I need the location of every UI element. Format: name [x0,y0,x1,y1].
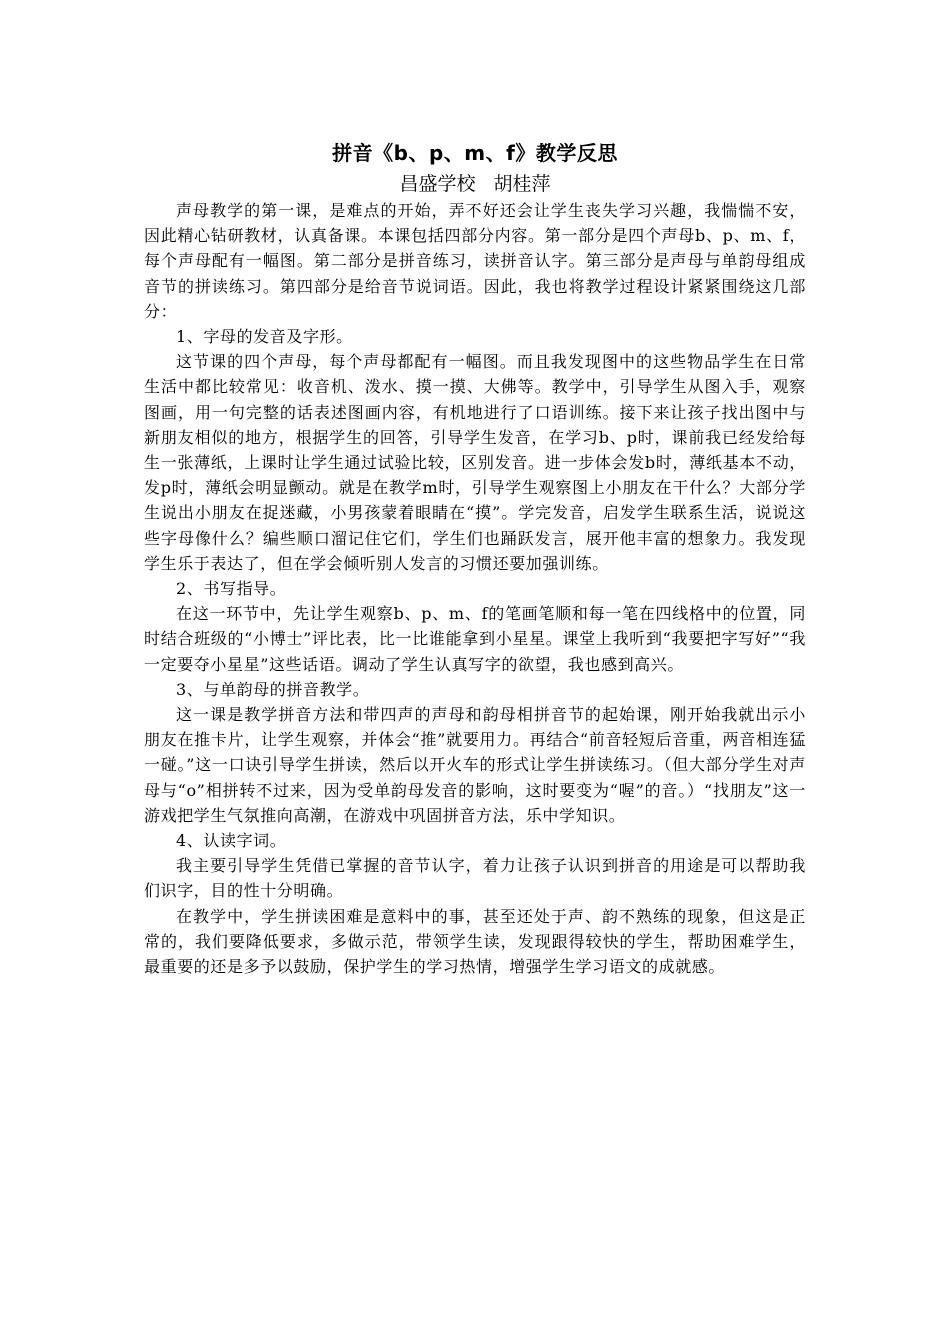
paragraph-intro: 声母教学的第一课，是难点的开始，弄不好还会让学生丧失学习兴趣，我惴惴不安，因此精心钻研教材，认真备课。本课包括四部分内容。第一部分是四个声母b、p、m、f，每个声母配有一幅图。第二部分是拼音练习，读拼音认字。第三部分是声母与单韵母组成音节的拼读练习。第四部分是给音节说词语。因此，我也将教学过程设计紧紧围绕这几部分： [144,201,806,321]
document-body [144,198,806,979]
paragraph-section-2: 在这一环节中，先让学生观察b、p、m、f的笔画笔顺和每一笔在四线格中的位置，同时结合班级的“小博士”评比表，比一比谁能拿到小星星。课堂上我听到“我要把字写好”“我一定要夺小星星”这些话语。调动了学生认真写字的欲望，我也感到高兴。 [144,604,806,674]
paragraph-section-1: 这节课的四个声母，每个声母都配有一幅图。而且我发现图中的这些物品学生在日常生活中都比较常见：收音机、泼水、摸一摸、大佛等。教学中，引导学生从图入手，观察图画，用一句完整的话表述图画内容，有机地进行了口语训练。接下来让孩子找出图中与新朋友相似的地方，根据学生的回答，引导学生发音，在学习b、p时，课前我已经发给每生一张薄纸，上课时让学生通过试验比较，区别发音。进一步体会发b时，薄纸基本不动，发p时，薄纸会明显颤动。就是在教学m时，引导学生观察图上小朋友在干什么？大部分学生说出小朋友在捉迷藏，小男孩蒙着眼睛在“摸”。学完发音，启发学生联系生活，说说这些字母像什么？编些顺口溜记住它们，学生们也踊跃发言，展开他丰富的想象力。我发现学生乐于表达了，但在学会倾听别人发言的习惯还要加强训练。 [144,352,806,573]
paragraph-section-3: 这一课是教学拼音方法和带四声的声母和韵母相拼音节的起始课，刚开始我就出示小朋友在推卡片，让学生观察，并体会“推”就要用力。再结合“前音轻短后音重，两音相连猛一碰。”这一口诀引导学生拼读，然后以开火车的形式让学生拼读练习。（但大部分学生对声母与“o”相拼转不过来，因为受单韵母发音的影响，这时要变为“喔”的音。）“找朋友”这一游戏把学生气氛推向高潮，在游戏中巩固拼音方法，乐中学知识。 [144,705,806,825]
section-heading-3: 3、与单韵母的拼音教学。 [176,679,370,699]
document-page [144,128,806,979]
paragraph-conclusion: 在教学中，学生拼读困难是意料中的事，甚至还处于声、韵不熟练的现象，但这是正常的，我们要降低要求，多做示范，带领学生读，发现跟得较快的学生，帮助困难学生，最重要的还是多予以鼓励，保护学生的学习热情，增强学生学习语文的成就感。 [144,906,806,977]
byline-author: 胡桂萍 [493,173,551,195]
document-byline [144,170,806,198]
byline-school: 昌盛学校 [399,173,476,195]
paragraph-section-4: 我主要引导学生凭借已掌握的音节认字，着力让孩子认识到拼音的用途是可以帮助我们识字，目的性十分明确。 [144,856,806,901]
document-title: 拼音《b、p、m、f》教学反思 [332,141,618,165]
section-heading-2: 2、书写指导。 [176,579,287,599]
section-heading-1: 1、字母的发音及字形。 [176,327,353,347]
section-heading-4: 4、认读字词。 [176,831,287,851]
